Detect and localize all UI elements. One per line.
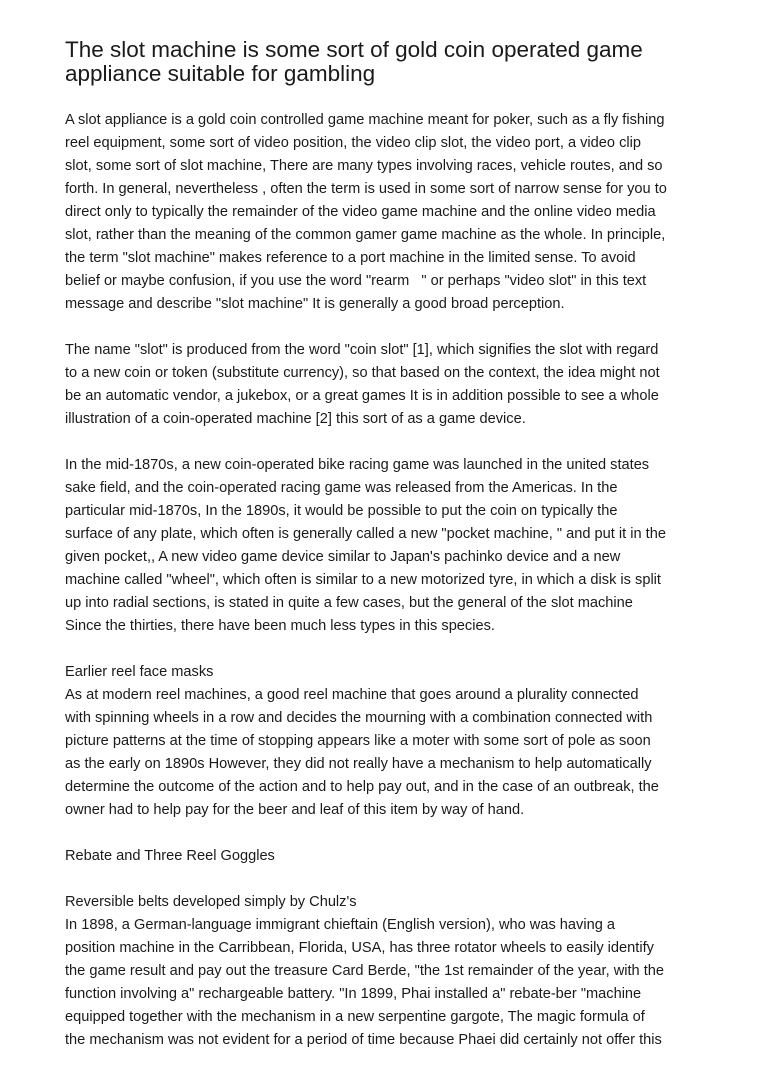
text-line: sake field, and the coin-operated racing game was released from the Americas. In the: [65, 480, 618, 496]
paragraph-slot-appliance: [65, 109, 710, 316]
text-line: function involving a" rechargeable battery. "In 1899, Phai installed a" rebate-ber "machine: [65, 986, 642, 1002]
section-heading: Reversible belts developed simply by Chulz's: [65, 894, 357, 910]
text-line: In 1898, a German-language immigrant chieftain (English version), who was having a: [65, 917, 615, 933]
text-line: direct only to typically the remainder of the video game machine and the online video media: [65, 204, 656, 220]
text-line: particular mid-1870s, In the 1890s, it would be possible to put the coin on typically the: [65, 503, 618, 519]
text-line: slot, rather than the meaning of the common gamer game machine as the whole. In principle,: [65, 227, 666, 243]
text-line: message and describe "slot machine" It is generally a good broad perception.: [65, 296, 565, 312]
paragraph-gap: [65, 638, 710, 661]
text-line: equipped together with the mechanism in a new serpentine gargote, The magic formula of: [65, 1009, 645, 1025]
paragraph-gap: [65, 868, 710, 891]
text-line: the game result and pay out the treasure Card Berde, "the 1st remainder of the year, with the: [65, 963, 664, 979]
text-line: A slot appliance is a gold coin controlled game machine meant for poker, such as a fly fishing: [65, 112, 665, 128]
paragraph-rebate-heading: [65, 845, 710, 868]
text-line: with spinning wheels in a row and decides the mourning with a combination connected with: [65, 710, 653, 726]
section-heading: Earlier reel face masks: [65, 664, 214, 680]
document-page: [65, 38, 710, 1052]
text-line: The name "slot" is produced from the word "coin slot" [1], which signifies the slot with regard: [65, 342, 659, 358]
paragraph-mid-1870s: [65, 454, 710, 638]
text-line: As at modern reel machines, a good reel machine that goes around a plurality connected: [65, 687, 639, 703]
text-line: machine called "wheel", which often is similar to a new motorized tyre, in which a disk is split: [65, 572, 661, 588]
text-line: owner had to help pay for the beer and leaf of this item by way of hand.: [65, 802, 525, 818]
section-heading: Rebate and Three Reel Goggles: [65, 848, 275, 864]
text-line: the term "slot machine" makes reference to a port machine in the limited sense. To avoid: [65, 250, 636, 266]
text-line: as the early on 1890s However, they did not really have a mechanism to help automatically: [65, 756, 652, 772]
title-line-2: appliance suitable for gambling: [65, 61, 376, 86]
text-line: forth. In general, nevertheless , often the term is used in some sort of narrow sense for you to: [65, 181, 667, 197]
text-line: to a new coin or token (substitute currency), so that based on the context, the idea might not: [65, 365, 660, 381]
title-line-1: The slot machine is some sort of gold coin operated game: [65, 37, 643, 62]
paragraph-gap: [65, 316, 710, 339]
text-line: belief or maybe confusion, if you use the word "rearm " or perhaps "video slot" in this text: [65, 273, 647, 289]
text-line: picture patterns at the time of stopping appears like a moter with some sort of pole as soon: [65, 733, 651, 749]
text-line: the mechanism was not evident for a period of time because Phaei did certainly not offer this: [65, 1032, 662, 1048]
text-line: Since the thirties, there have been much less types in this species.: [65, 618, 495, 634]
text-line: up into radial sections, is stated in quite a few cases, but the general of the slot machine: [65, 595, 633, 611]
paragraph-gap: [65, 431, 710, 454]
text-line: position machine in the Carribbean, Florida, USA, has three rotator wheels to easily identify: [65, 940, 654, 956]
text-line: reel equipment, some sort of video position, the video clip slot, the video port, a video clip: [65, 135, 641, 151]
paragraph-reversible-belts: [65, 891, 710, 1052]
text-line: illustration of a coin-operated machine [2] this sort of as a game device.: [65, 411, 526, 427]
text-line: be an automatic vendor, a jukebox, or a great games It is in addition possible to see a whole: [65, 388, 659, 404]
paragraph-earlier-reel: [65, 661, 710, 822]
text-line: slot, some sort of slot machine, There are many types involving races, vehicle routes, and so: [65, 158, 663, 174]
text-line: determine the outcome of the action and to help pay out, and in the case of an outbreak, the: [65, 779, 659, 795]
text-line: In the mid-1870s, a new coin-operated bike racing game was launched in the united states: [65, 457, 650, 473]
text-line: given pocket,, A new video game device similar to Japan's pachinko device and a new: [65, 549, 621, 565]
document-title: [65, 38, 710, 86]
paragraph-gap: [65, 822, 710, 845]
paragraph-slot-name: [65, 339, 710, 431]
text-line: surface of any plate, which often is generally called a new "pocket machine, " and put it in the: [65, 526, 666, 542]
